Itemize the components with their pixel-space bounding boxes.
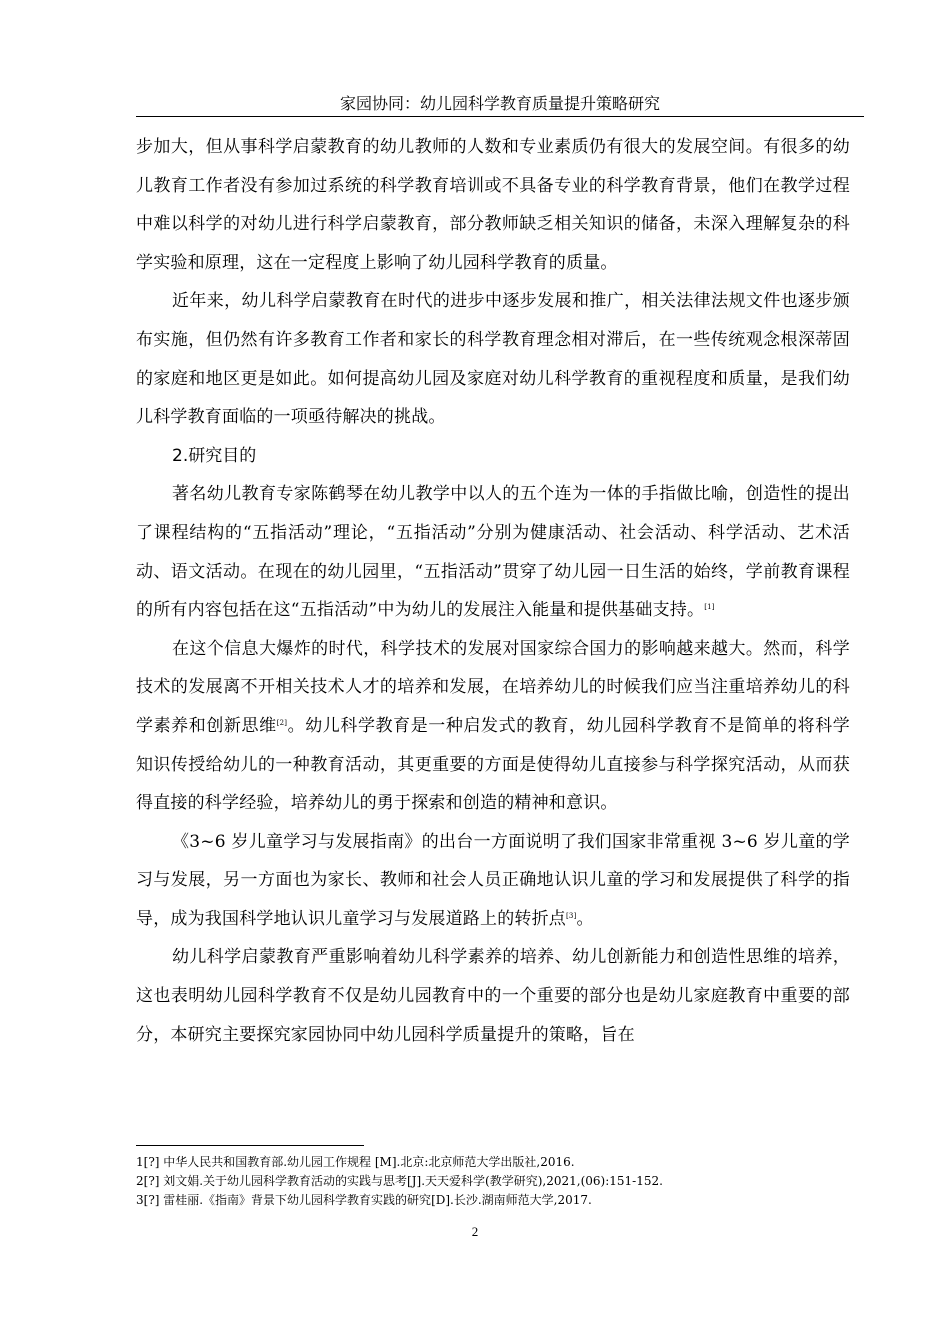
paragraph-5-text-b: 。 bbox=[576, 908, 594, 929]
footnote-ref-2[interactable]: [2] bbox=[276, 718, 288, 727]
footnote-ref-3[interactable]: [3] bbox=[566, 911, 577, 920]
footnote-3: 3[?] 雷桂丽.《指南》背景下幼儿园科学教育实践的研究[D].长沙.湖南师范大学,2017. bbox=[136, 1193, 592, 1207]
page-number: 2 bbox=[471, 1224, 479, 1239]
paragraph-1: 步加大，但从事科学启蒙教育的幼儿教师的人数和专业素质仍有很大的发展空间。有很多的幼儿教育工作者没有参加过系统的科学教育培训或不具备专业的科学教育背景，他们在教学过程中难以科学的对幼儿进行科学启蒙教育，部分教师缺乏相关知识的储备，未深入理解复杂的科学实验和原理，这在一定程度上影响了幼儿园科学教育的质量。 bbox=[136, 137, 850, 273]
section-heading: 2.研究目的 bbox=[172, 445, 257, 466]
footnote-1: 1[?] 中华人民共和国教育部.幼儿园工作规程 [M].北京:北京师范大学出版社,2016. bbox=[136, 1155, 575, 1169]
header-divider bbox=[136, 116, 864, 117]
paragraph-3 bbox=[136, 475, 850, 629]
paragraph-3-text: 著名幼儿教育专家陈鹤琴在幼儿教学中以人的五个连为一体的手指做比喻，创造性的提出了课程结构的“五指活动”理论，“五指活动”分别为健康活动、社会活动、科学活动、艺术活动、语文活动。在现在的幼儿园里，“五指活动”贯穿了幼儿园一日生活的始终，学前教育课程的所有内容包括在这“五指活动”中为幼儿的发展注入能量和提供基础支持。 bbox=[136, 484, 850, 621]
paragraph-5-text-a: 《3~6 岁儿童学习与发展指南》的出台一方面说明了我们国家非常重视 3~6 岁儿童的学习与发展，另一方面也为家长、教师和社会人员正确地认识儿童的学习和发展提供了科学的指导，成为我国科学地认识儿童学习与发展道路上的转折点 bbox=[136, 831, 850, 929]
paragraph-2: 近年来，幼儿科学启蒙教育在时代的进步中逐步发展和推广，相关法律法规文件也逐步颁布实施，但仍然有许多教育工作者和家长的科学教育理念相对滞后，在一些传统观念根深蒂固的家庭和地区更是如此。如何提高幼儿园及家庭对幼儿科学教育的重视程度和质量，是我们幼儿科学教育面临的一项亟待解决的挑战。 bbox=[136, 291, 850, 428]
running-header: 家园协同：幼儿园科学教育质量提升策略研究 bbox=[339, 94, 660, 113]
paragraph-4-text-a: 在这个信息大爆炸的时代，科学技术的发展对国家综合国力的影响越来越大。然而，科学技术的发展离不开相关技术人才的培养和发展，在培养幼儿的时候我们应当注重培养幼儿的科学素养和创新思维 bbox=[136, 638, 850, 736]
footnote-ref-1[interactable]: [1] bbox=[704, 603, 715, 612]
paragraph-6: 幼儿科学启蒙教育严重影响着幼儿科学素养的培养、幼儿创新能力和创造性思维的培养，这也表明幼儿园科学教育不仅是幼儿园教育中的一个重要的部分也是幼儿家庭教育中重要的部分，本研究主要探究家园协同中幼儿园科学质量提升的策略，旨在 bbox=[136, 947, 850, 1045]
footnotes bbox=[136, 1153, 850, 1210]
footnote-divider bbox=[136, 1145, 364, 1146]
footnote-2: 2[?] 刘文娟.关于幼儿园科学教育活动的实践与思考[J].天天爱科学(教学研究),2021,(06):151-152. bbox=[136, 1174, 663, 1188]
document-body bbox=[136, 128, 850, 1054]
paragraph-5 bbox=[136, 823, 850, 939]
paragraph-4 bbox=[136, 630, 850, 823]
paragraph-4-text-b: 。幼儿科学教育是一种启发式的教育，幼儿园科学教育不是简单的将科学知识传授给幼儿的一种教育活动，其更重要的方面是使得幼儿直接参与科学探究活动，从而获得直接的科学经验，培养幼儿的勇于探索和创造的精神和意识。 bbox=[136, 715, 850, 814]
